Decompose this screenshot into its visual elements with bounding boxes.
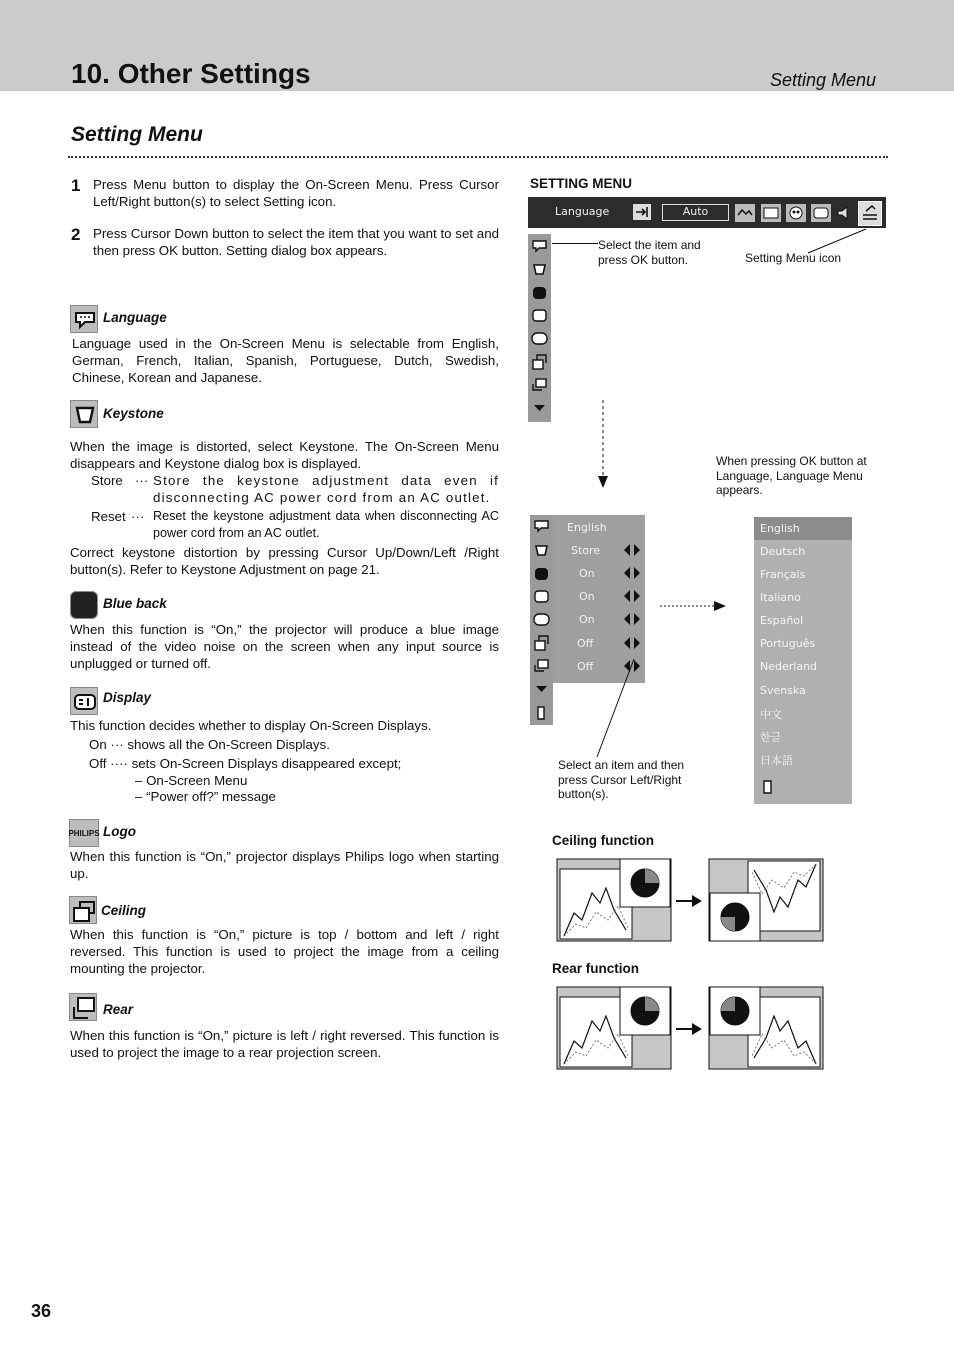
logo-icon-text: PHILIPS (68, 828, 100, 838)
logo-title: Logo (103, 824, 136, 839)
osd-row-value: Off (577, 660, 594, 673)
right-arrow (660, 599, 728, 613)
callout-setting-icon: Setting Menu icon (745, 251, 842, 265)
keystone-footer: Correct keystone distortion by pressing Cursor Up/Down/Left /Right button(s). Refer to Keystone Adjustment on page 21. (70, 545, 499, 577)
step-text: Press Cursor Down button to select the item that you want to set and then press OK button. Setting dialog box appears. (93, 226, 499, 258)
osd-row-value: On (579, 590, 595, 603)
section-tag: Setting Menu (770, 70, 877, 90)
osd-row-value: English (567, 521, 607, 534)
language-item: Español (760, 614, 804, 627)
setting-menu-icon (858, 201, 882, 226)
rear-title: Rear (103, 1002, 134, 1017)
callout-line (552, 243, 598, 244)
section-title: Setting Menu (71, 123, 203, 146)
store-label: Store (91, 473, 123, 488)
image-icon (735, 204, 755, 222)
ceiling-title: Ceiling (101, 903, 147, 918)
step-text: Press Menu button to display the On-Screen Menu. Press Cursor Left/Right button(s) to select Setting icon. (93, 177, 499, 209)
store-dots: ··· (135, 473, 149, 488)
callout-leader (800, 226, 870, 256)
language-item: Svenska (760, 684, 806, 697)
display-bullet: – On-Screen Menu (135, 773, 248, 788)
keystone-icon (70, 400, 98, 428)
callout-ok-language: When pressing OK button at Language, Language Menu appears. (716, 454, 867, 497)
language-icon (70, 305, 98, 333)
ceiling-diagram (556, 858, 826, 944)
chapter-title: 10. Other Settings (71, 58, 311, 89)
color-icon (786, 204, 806, 222)
reset-text: Reset the keystone adjustment data when disconnecting AC power cord from an AC outlet. (153, 509, 499, 540)
blue-back-icon (70, 591, 98, 619)
language-item: 中文 (760, 708, 782, 721)
language-title: Language (103, 310, 167, 325)
language-item: English (760, 522, 800, 535)
sound-icon (835, 204, 853, 222)
picture-icon (811, 204, 831, 222)
step-number: 2 (71, 225, 81, 244)
menu-icon-column (528, 234, 551, 422)
language-body: Language used in the On-Screen Menu is selectable from English, German, French, Italian, Spanish, Portuguese, Dutch, Swedish, Chinese, Korean and Japanese. (72, 336, 499, 385)
language-item: Français (760, 568, 806, 581)
language-item: Nederland (760, 660, 818, 673)
rear-icon (69, 993, 97, 1021)
ceiling-body: When this function is “On,” picture is top / bottom and left / right reversed. This function is used to project the image from a ceiling mounting the projector. (70, 927, 499, 976)
on-screen-menu-bar (528, 197, 886, 228)
language-item: Deutsch (760, 545, 806, 558)
menu-language-label: Language (555, 205, 610, 218)
step-number: 1 (71, 176, 81, 195)
callout-cursor: Select an item and then press Cursor Left/Right button(s). (558, 758, 685, 801)
blueback-body: When this function is “On,” the projector will produce a blue image instead of the video noise on the screen when any input source is unplugged or turned off. (70, 622, 499, 671)
down-arrow (595, 400, 611, 492)
display-bullet: – “Power off?” message (135, 789, 276, 804)
screen-icon (761, 204, 781, 222)
exit-icon (762, 780, 774, 794)
ceiling-function-heading: Ceiling function (552, 833, 654, 848)
keystone-body: When the image is distorted, select Keystone. The On-Screen Menu disappears and Keystone dialog box is displayed. (70, 439, 499, 471)
osd-row-value: Off (577, 637, 594, 650)
language-item: Italiano (760, 591, 801, 604)
store-text: Store the keystone adjustment data even if disconnecting AC power cord from an AC outlet. (153, 473, 499, 505)
reset-label: Reset (91, 509, 126, 524)
rear-function-heading: Rear function (552, 961, 640, 976)
dotted-divider (68, 156, 888, 158)
input-icon (633, 204, 651, 220)
figure-heading: SETTING MENU (530, 176, 633, 191)
callout-leader (592, 655, 642, 761)
language-list-panel (754, 517, 852, 804)
language-item: 日本語 (760, 754, 793, 767)
display-icon (70, 687, 98, 715)
osd-row-value: Store (571, 544, 601, 557)
display-body: This function decides whether to display On-Screen Displays. (70, 718, 432, 733)
logo-body: When this function is “On,” projector displays Philips logo when starting up. (70, 849, 499, 881)
blueback-title: Blue back (103, 596, 167, 611)
language-item: Português (760, 637, 816, 650)
display-title: Display (103, 690, 152, 705)
keystone-title: Keystone (103, 406, 164, 421)
language-item: 한글 (760, 731, 782, 744)
osd-icon-column (530, 515, 553, 725)
philips-logo-icon (69, 819, 99, 847)
menu-column-icons (528, 234, 551, 422)
osd-column-icons (530, 515, 553, 725)
menu-auto-box: Auto (662, 204, 729, 221)
reset-dots: ··· (131, 509, 145, 524)
osd-row-value: On (579, 613, 595, 626)
display-on-line: On ··· shows all the On-Screen Displays. (89, 737, 330, 752)
rear-body: When this function is “On,” picture is left / right reversed. This function is used to project the image to a rear projection screen. (70, 1028, 499, 1060)
callout-select-item: Select the item and press OK button. (598, 238, 701, 267)
page-number: 36 (31, 1301, 52, 1321)
display-off-line: Off ···· sets On-Screen Displays disappeared except; (89, 756, 402, 771)
ceiling-icon (69, 896, 97, 924)
osd-row-value: On (579, 567, 595, 580)
rear-diagram (556, 986, 826, 1072)
